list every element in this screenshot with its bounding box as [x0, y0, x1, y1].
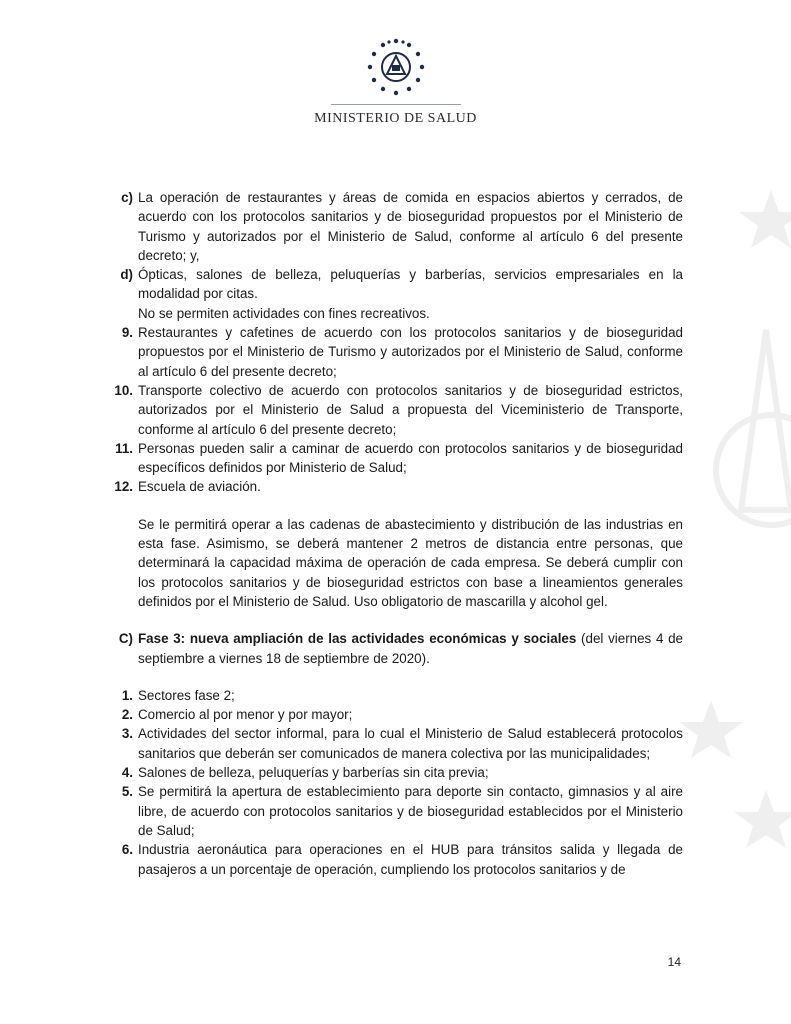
list-item: 9. Restaurantes y cafetines de acuerdo con los protocolos sanitarios y de bioseguridad propuestos por el Ministerio de Turismo y autorizados por el Ministerio de Salud, conforme al artículo 6 del presente decreto;	[121, 325, 683, 379]
header-rule	[331, 104, 461, 105]
list-item: 2. Comercio al por menor y por mayor;	[121, 707, 353, 723]
list-item: 11. Personas pueden salir a caminar de acuerdo con protocolos sanitarios y de bioseguridad específicos definidos por Ministerio de Salud;	[115, 440, 683, 476]
document-body	[108, 188, 683, 879]
list-item: 5. Se permitirá la apertura de establecimiento para deporte sin contacto, gimnasios y al aire libre, de acuerdo con protocolos sanitarios y de bioseguridad establecidos por el Ministerio de Salud;	[121, 784, 683, 838]
page-header	[0, 36, 791, 127]
phase-heading: C) Fase 3: nueva ampliación de las actividades económicas y sociales (del viernes 4 de septiembre a viernes 18 de septiembre de 2020).	[118, 631, 684, 666]
list-item: 3. Actividades del sector informal, para lo cual el Ministerio de Salud establecerá protocolos sanitarios que deberán ser comunicados de manera colectiva por las municipalidades;	[121, 726, 683, 761]
list-item: d) Ópticas, salones de belleza, peluquerías y barberías, servicios empresariales en la modalidad por citas.	[120, 267, 683, 302]
phase-dates: (del viernes 4 de septiembre a viernes 18 de septiembre de 2020).	[138, 631, 684, 666]
body-paragraph: Se le permitirá operar a las cadenas de abastecimiento y distribución de las industrias en esta fase. Asimismo, se deberá mantener 2 metros de distancia entre personas, que determinará la capacidad máxima de operación de cada empresa. Se deberá cumplir con los protocolos sanitarios y de bioseguridad estrictos con base a lineamientos generales definidos por el Ministerio de Salud. Uso obligatorio de mascarilla y alcohol gel.	[138, 516, 683, 609]
list-item: 6. Industria aeronáutica para operaciones en el HUB para tránsitos salida y llegada de pasajeros a un porcentaje de operación, cumpliendo los protocolos sanitarios y de	[121, 842, 683, 877]
ministry-name: MINISTERIO DE SALUD	[314, 111, 477, 126]
list-item: 1. Sectores fase 2;	[121, 687, 235, 703]
list-item: 10. Transporte colectivo de acuerdo con protocolos sanitarios y de bioseguridad estrictos, autorizados por el Ministerio de Salud a propuesta del Viceministerio de Transporte, conforme al artículo 6 del presente decreto;	[114, 382, 683, 437]
phase-title: Fase 3: nueva ampliación de las actividades económicas y sociales	[138, 631, 577, 647]
list-item: 4. Salones de belleza, peluquerías y barberías sin cita previa;	[121, 765, 489, 781]
coat-of-arms-watermark	[671, 180, 791, 900]
page-number: 14	[667, 955, 681, 969]
note-text: No se permiten actividades con fines recreativos.	[138, 305, 430, 321]
national-seal-icon	[365, 36, 427, 98]
list-item: 12. Escuela de aviación.	[114, 479, 261, 495]
list-item: c) La operación de restaurantes y áreas de comida en espacios abiertos y cerrados, de acuerdo con los protocolos sanitarios y de bioseguridad propuestos por el Ministerio de Turismo y autorizados por el Ministerio de Salud, conforme al artículo 6 del presente decreto; y,	[121, 190, 683, 263]
